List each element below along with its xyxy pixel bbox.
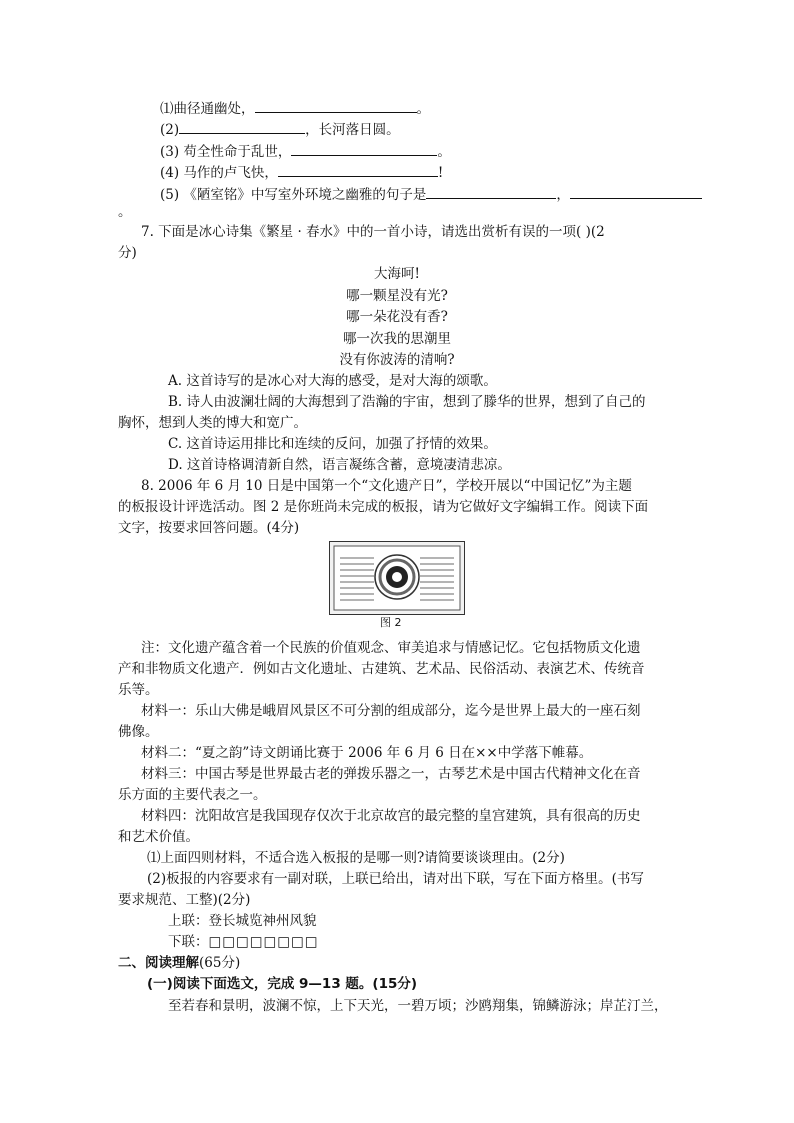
material-1-cont: 佛像。: [118, 724, 159, 740]
q6-line-5-text: (5) 《陋室铭》中写室外环境之幽雅的句子是: [160, 187, 427, 203]
material-2: 材料二：“夏之韵”诗文朗诵比赛于 2006 年 6 月 6 日在××中学落下帷幕。: [141, 745, 593, 761]
material-4-cont: 和艺术价值。: [118, 829, 199, 845]
blackboard-figure: [329, 541, 465, 615]
q7-option-b-cont: 胸怀，想到人类的博大和宽广。: [118, 415, 307, 431]
section-2-score: (65分): [199, 955, 241, 971]
material-3-cont: 乐方面的主要代表之一。: [118, 787, 267, 803]
poem-line-3: 哪一朵花没有香?: [346, 309, 448, 325]
q8-sub-question-2-cont: 要求规范、工整)(2分): [118, 892, 251, 908]
q7-option-a: A. 这首诗写的是冰心对大海的感受，是对大海的颂歌。: [168, 373, 497, 389]
q6-line-5-sep: ，: [556, 187, 570, 203]
q6-line-2-num: (2): [160, 122, 180, 138]
figure-caption: 图 2: [380, 616, 402, 629]
blackboard-illustration-icon: [330, 542, 464, 614]
poem-line-2: 哪一颗星没有光?: [346, 288, 448, 304]
q6-line-4: [160, 161, 443, 184]
answer-blank[interactable]: [570, 183, 702, 199]
q8-stem-cont-2: 文字，按要求回答问题。(4分): [118, 520, 300, 536]
answer-blank[interactable]: [255, 97, 417, 113]
q6-line-1: [160, 97, 430, 120]
answer-blank[interactable]: [291, 140, 437, 156]
q7-option-d: D. 这首诗格调清新自然，语言凝练含蓄，意境凄清悲凉。: [168, 457, 511, 473]
material-4: 材料四：沈阳故宫是我国现存仅次于北京故宫的最完整的皇宫建筑，具有很高的历史: [141, 808, 641, 824]
answer-blank[interactable]: [426, 183, 556, 199]
q7-stem: 7. 下面是冰心诗集《繁星 · 春水》中的一首小诗，请选出赏析有误的一项( )(2: [141, 224, 605, 240]
note-text-cont-2: 乐等。: [118, 682, 159, 698]
q6-line-4-end: !: [437, 165, 444, 181]
q6-line-3-end: 。: [437, 144, 451, 160]
q6-line-1-end: 。: [416, 101, 430, 117]
poem-line-1: 大海呵!: [374, 266, 420, 282]
q7-option-b: B. 诗人由波澜壮阔的大海想到了浩瀚的宇宙，想到了滕华的世界，想到了自己的: [168, 394, 646, 410]
couplet-answer-boxes[interactable]: □□□□□□□□: [208, 934, 319, 950]
note-text: 注：文化遗产蕴含着一个民族的价值观念、审美追求与情感记忆。它包括物质文化遗: [141, 640, 641, 656]
couplet-lower: [168, 931, 319, 953]
q8-stem-cont-1: 的板报设计评选活动。图 2 是你班尚未完成的板报，请为它做好文字编辑工作。阅读下面: [118, 499, 649, 515]
q6-line-5-end: 。: [118, 204, 132, 220]
q8-sub-question-1: ⑴上面四则材料，不适合选入板报的是哪一则?请简要谈谈理由。(2分): [147, 850, 565, 866]
section-2-sub-title: (一)阅读下面选文，完成 9—13 题。(15分): [147, 976, 418, 992]
material-1: 材料一：乐山大佛是峨眉风景区不可分割的组成部分，迄今是世界上最大的一座石刻: [141, 703, 641, 719]
answer-blank[interactable]: [278, 161, 438, 177]
couplet-upper: 上联：登长城览神州风貌: [168, 913, 317, 929]
q6-line-4-text: (4) 马作的卢飞快，: [160, 165, 278, 181]
q6-line-3-text: (3) 苟全性命于乱世，: [160, 144, 292, 160]
note-text-cont-1: 产和非物质文化遗产．例如古文化遗址、古建筑、艺术品、民俗活动、表演艺术、传统音: [118, 661, 645, 677]
section-2-title: 二、阅读理解: [118, 955, 199, 971]
q6-line-1-text: ⑴曲径通幽处，: [160, 101, 255, 117]
poem-line-5: 没有你波涛的清响?: [339, 352, 455, 368]
q6-line-2: [160, 118, 400, 141]
q8-sub-question-2: (2)板报的内容要求有一副对联，上联已给出，请对出下联，写在下面方格里。(书写: [147, 871, 644, 887]
q6-line-2-text: ，长河落日圆。: [305, 122, 400, 138]
q7-stem-cont: 分): [118, 245, 137, 261]
answer-blank[interactable]: [179, 118, 305, 134]
q8-stem: 8. 2006 年 6 月 10 日是中国第一个“文化遗产日”，学校开展以“中国记忆”为主题: [141, 478, 632, 494]
q6-line-5: [160, 183, 702, 206]
couplet-lower-label: 下联：: [168, 934, 209, 950]
q6-line-3: [160, 140, 451, 163]
material-3: 材料三：中国古琴是世界最古老的弹拨乐器之一，古琴艺术是中国古代精神文化在音: [141, 766, 641, 782]
q7-option-c: C. 这首诗运用排比和连续的反问，加强了抒情的效果。: [168, 436, 497, 452]
reading-passage-line-1: 至若春和景明，波澜不惊，上下天光，一碧万顷；沙鸥翔集，锦鳞游泳；岸芷汀兰，: [168, 998, 668, 1014]
poem-line-4: 哪一次我的思潮里: [343, 331, 451, 347]
section-2-heading: [118, 952, 240, 974]
